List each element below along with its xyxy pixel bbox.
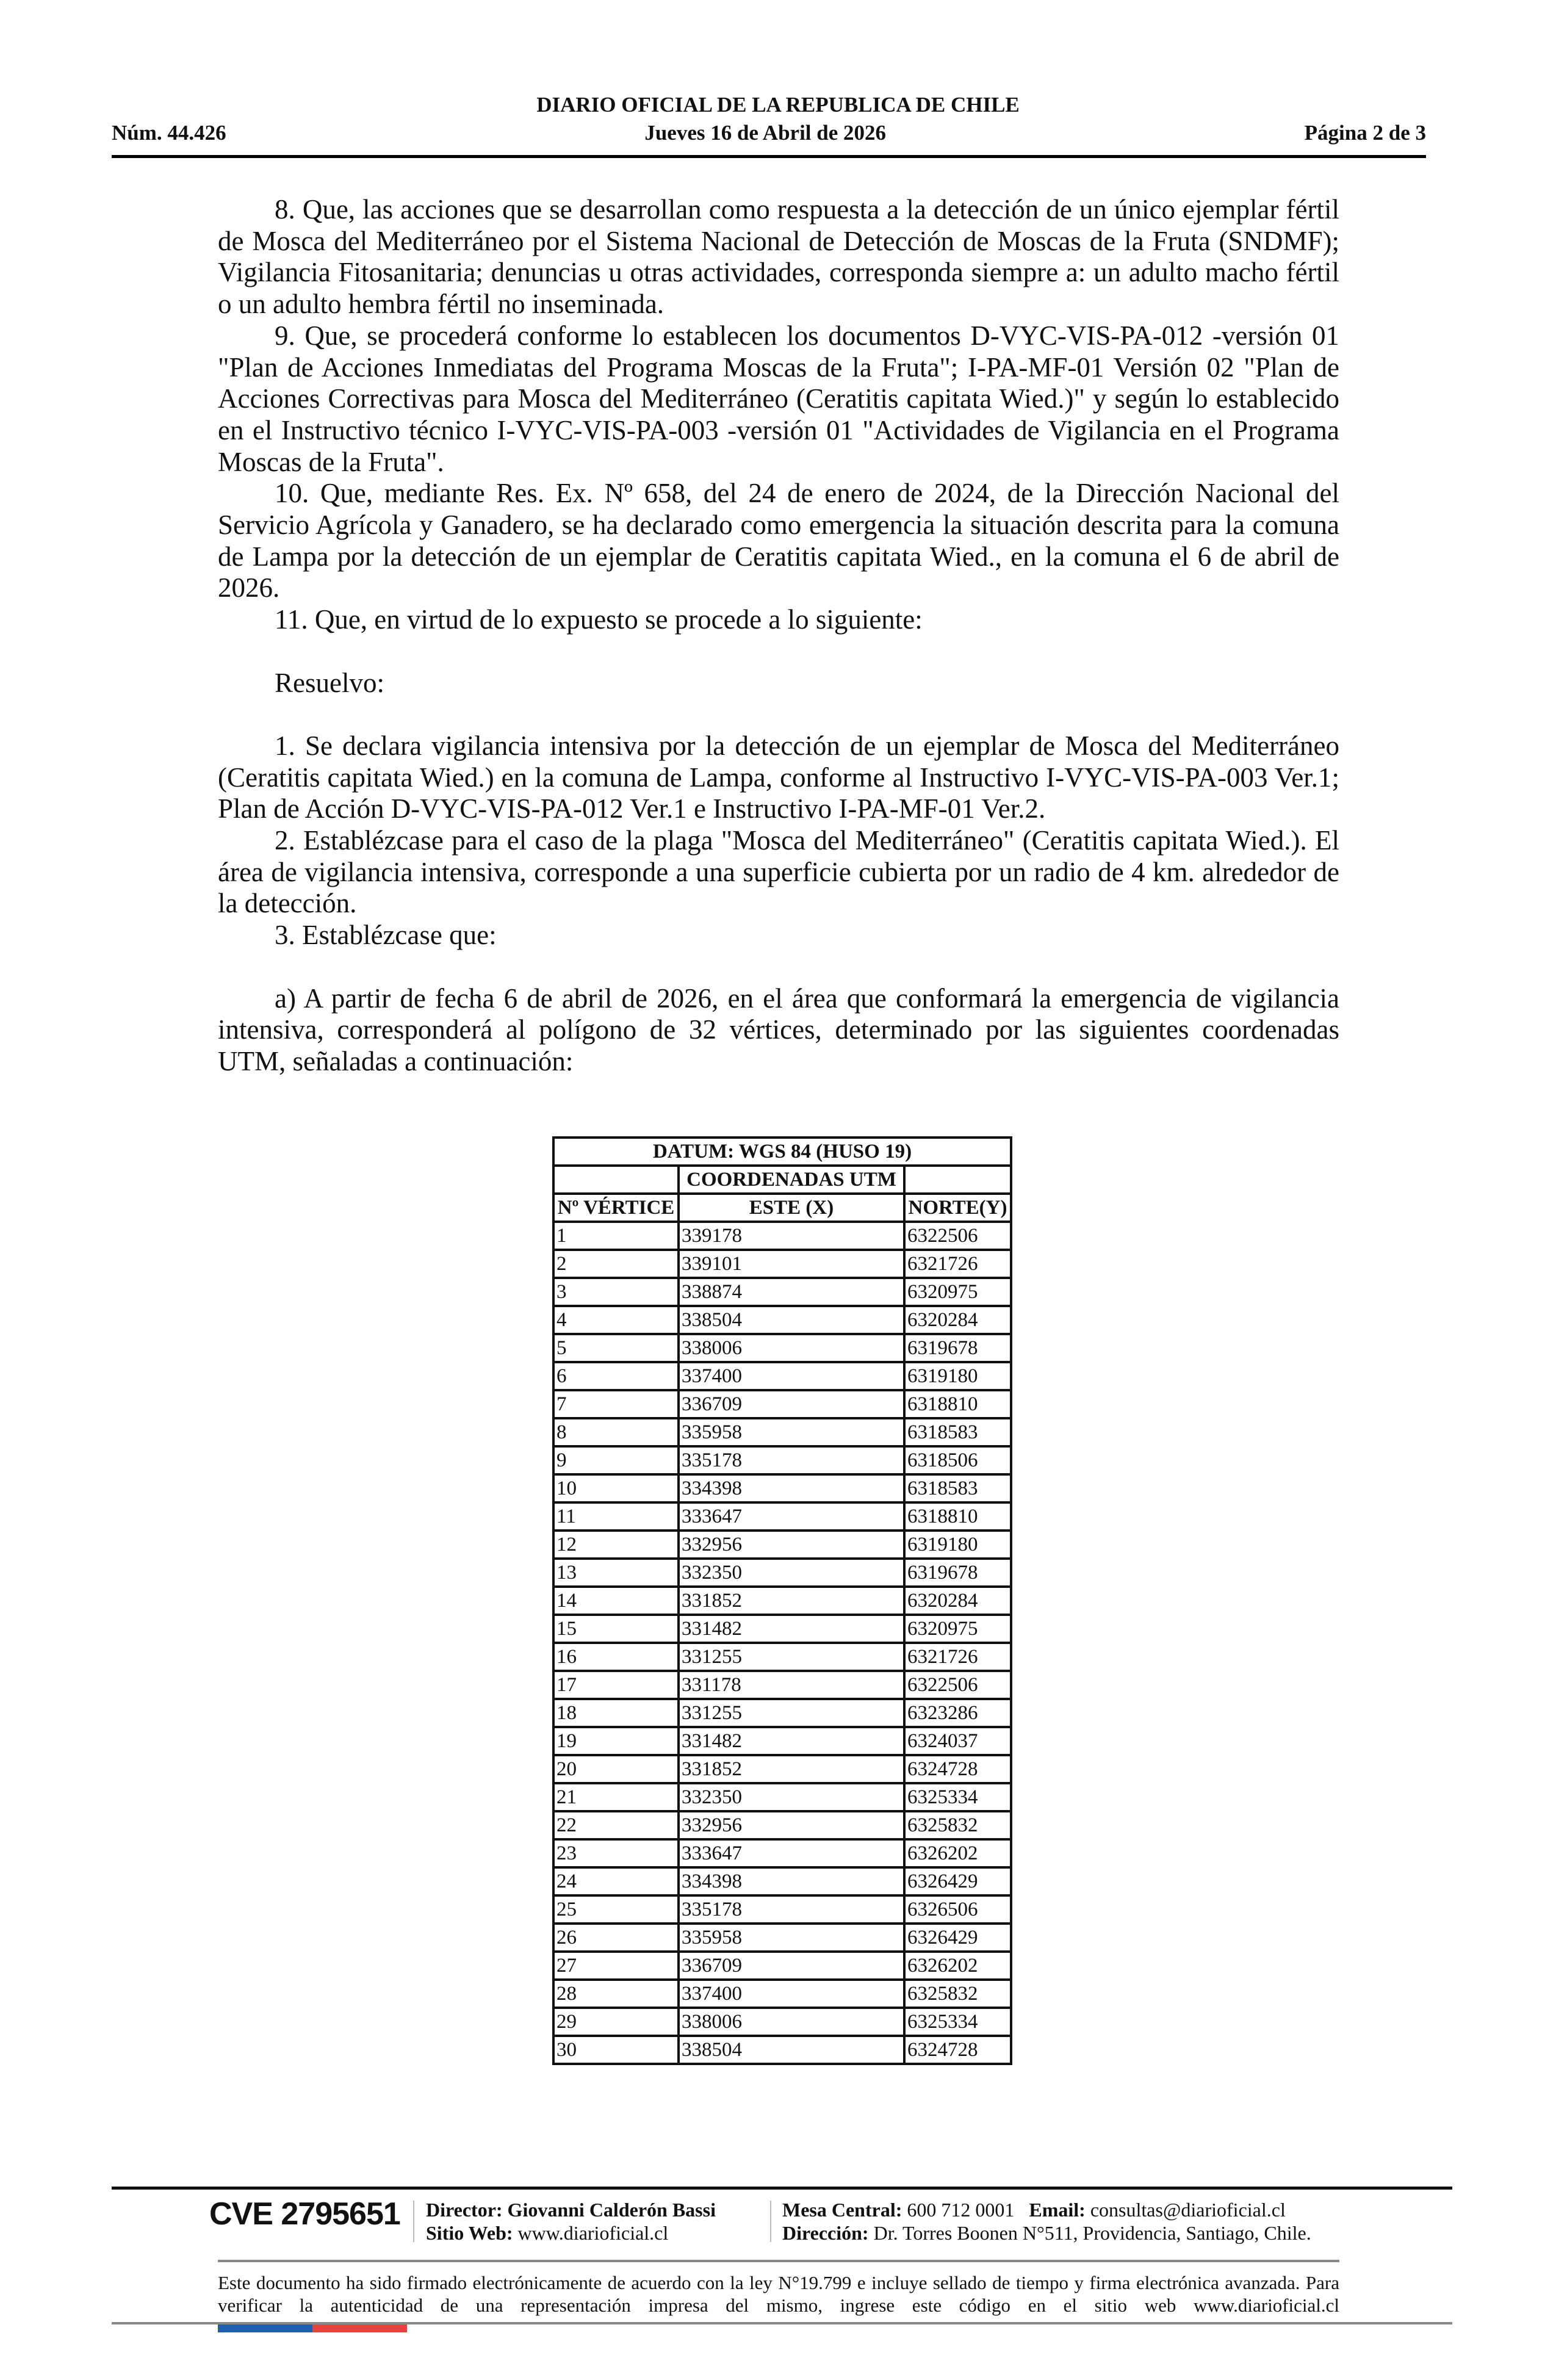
issue-number: Núm. 44.426: [112, 121, 226, 145]
vertex-cell: 26: [553, 1924, 679, 1952]
vertex-cell: 30: [553, 2036, 679, 2064]
vertex-cell: 8: [553, 1418, 679, 1446]
footer-contact-block: [782, 2198, 1311, 2245]
east-cell: 334398: [679, 1867, 904, 1895]
east-cell: 333647: [679, 1839, 904, 1867]
north-cell: 6326429: [904, 1924, 1011, 1952]
vertex-cell: 2: [553, 1250, 679, 1278]
table-row: [553, 1727, 1011, 1755]
resolution-2: 2. Establézcase para el caso de la plaga "Mosca del Mediterráneo" (Ceratitis capitata Wied.). El área de vigilancia intensiva, corresponde a una superficie cubierta por un radio de 4 km. alrededor de la detección.: [218, 825, 1339, 919]
north-cell: 6323286: [904, 1699, 1011, 1727]
north-cell: 6324728: [904, 2036, 1011, 2064]
table-row: [553, 1334, 1011, 1362]
web-label: Sitio Web:: [426, 2222, 513, 2244]
vertex-cell: 20: [553, 1755, 679, 1783]
east-cell: 332350: [679, 1559, 904, 1587]
east-cell: 339178: [679, 1222, 904, 1250]
vertex-cell: 12: [553, 1531, 679, 1559]
vertex-cell: 10: [553, 1474, 679, 1502]
table-row: [553, 1867, 1011, 1895]
table-row: [553, 1980, 1011, 2008]
coordinates-table: [552, 1136, 1012, 2065]
table-row: [553, 1924, 1011, 1952]
header-divider: [112, 155, 1426, 158]
flag-stripe-red: [312, 2324, 407, 2332]
north-cell: 6318583: [904, 1418, 1011, 1446]
header-row: [112, 121, 1426, 145]
north-cell: 6320975: [904, 1278, 1011, 1306]
north-cell: 6321726: [904, 1643, 1011, 1671]
east-cell: 336709: [679, 1390, 904, 1418]
north-cell: 6319180: [904, 1362, 1011, 1390]
vertex-cell: 5: [553, 1334, 679, 1362]
page-number: Página 2 de 3: [1304, 121, 1426, 145]
vertex-cell: 9: [553, 1446, 679, 1474]
director-label: Director:: [426, 2199, 503, 2221]
vertex-cell: 25: [553, 1895, 679, 1924]
vertex-cell: 28: [553, 1980, 679, 2008]
publication-title: DIARIO OFICIAL DE LA REPUBLICA DE CHILE: [536, 93, 1020, 117]
east-cell: 338504: [679, 2036, 904, 2064]
east-cell: 332956: [679, 1531, 904, 1559]
column-header-north: NORTE(Y): [904, 1194, 1011, 1222]
north-cell: 6326506: [904, 1895, 1011, 1924]
table-row: [553, 2036, 1011, 2064]
table-row: [553, 1783, 1011, 1811]
email-link[interactable]: consultas@diarioficial.cl: [1090, 2199, 1286, 2221]
datum-header: DATUM: WGS 84 (HUSO 19): [553, 1138, 1011, 1166]
vertex-cell: 16: [553, 1643, 679, 1671]
mesa-label: Mesa Central:: [782, 2199, 902, 2221]
vertex-cell: 18: [553, 1699, 679, 1727]
flag-stripe-blue: [218, 2324, 312, 2332]
north-cell: 6320284: [904, 1587, 1011, 1615]
north-cell: 6325832: [904, 1811, 1011, 1839]
east-cell: 331255: [679, 1699, 904, 1727]
east-cell: 334398: [679, 1474, 904, 1502]
east-cell: 331482: [679, 1615, 904, 1643]
table-row: [553, 1418, 1011, 1446]
address-label: Dirección:: [782, 2222, 869, 2244]
vertex-cell: 19: [553, 1727, 679, 1755]
vertex-cell: 7: [553, 1390, 679, 1418]
north-cell: 6319678: [904, 1559, 1011, 1587]
cve-code: CVE 2795651: [209, 2196, 400, 2232]
north-cell: 6324037: [904, 1727, 1011, 1755]
table-row: [553, 1531, 1011, 1559]
east-cell: 337400: [679, 1362, 904, 1390]
column-header-vertex: Nº VÉRTICE: [553, 1194, 679, 1222]
signature-notice: Este documento ha sido firmado electrónicamente de acuerdo con la ley N°19.799 e incluye sellado de tiempo y firma electrónica avanzada. Para verificar la autenticidad de una representación impresa del mismo, ingrese este código en el sitio web www.diarioficial.cl: [218, 2272, 1339, 2316]
east-cell: 335178: [679, 1895, 904, 1924]
issue-date: Jueves 16 de Abril de 2026: [644, 121, 887, 145]
table-row: [553, 1278, 1011, 1306]
table-row: [553, 1587, 1011, 1615]
east-cell: 338006: [679, 2008, 904, 2036]
table-row: [553, 1222, 1011, 1250]
north-cell: 6325832: [904, 1980, 1011, 2008]
north-cell: 6319180: [904, 1531, 1011, 1559]
east-cell: 333647: [679, 1502, 904, 1531]
vertex-cell: 1: [553, 1222, 679, 1250]
paragraph-11: 11. Que, en virtud de lo expuesto se procede a lo siguiente:: [275, 604, 923, 635]
resolution-1: 1. Se declara vigilancia intensiva por la detección de un ejemplar de Mosca del Mediterráneo (Ceratitis capitata Wied.) en la comuna de Lampa, conforme al Instructivo I-VYC-VIS-PA-003 Ver.1; Plan de Acción D-VYC-VIS-PA-012 Ver.1 e Instructivo I-PA-MF-01 Ver.2.: [218, 730, 1339, 824]
paragraph-8: 8. Que, las acciones que se desarrollan como respuesta a la detección de un único ejemplar fértil de Mosca del Mediterráneo por el Sistema Nacional de Detección de Moscas de la Fruta (SNDMF); Vigilancia Fitosanitaria; denuncias u otras actividades, corresponda siempre a: un adulto macho fértil o un adulto hembra fértil no inseminada.: [218, 194, 1339, 320]
north-cell: 6320284: [904, 1306, 1011, 1334]
vertex-cell: 23: [553, 1839, 679, 1867]
east-cell: 335958: [679, 1418, 904, 1446]
table-row: [553, 1362, 1011, 1390]
table-row: [553, 1390, 1011, 1418]
vertex-cell: 13: [553, 1559, 679, 1587]
east-cell: 339101: [679, 1250, 904, 1278]
paragraph-9: 9. Que, se procederá conforme lo establecen los documentos D-VYC-VIS-PA-012 -versión 01 "Plan de Acciones Inmediatas del Programa Moscas de la Fruta"; I-PA-MF-01 Versión 02 "Plan de Acciones Correctivas para Mosca del Mediterráneo (Ceratitis capitata Wied.)" y según lo establecido en el Instructivo técnico I-VYC-VIS-PA-003 -versión 01 "Actividades de Vigilancia en el Programa Moscas de la Fruta".: [218, 320, 1339, 477]
vertex-cell: 27: [553, 1952, 679, 1980]
east-cell: 331852: [679, 1587, 904, 1615]
east-cell: 336709: [679, 1952, 904, 1980]
column-header-east: ESTE (X): [679, 1194, 904, 1222]
table-row: [553, 1446, 1011, 1474]
east-cell: 335178: [679, 1446, 904, 1474]
table-row: [553, 1952, 1011, 1980]
address: Dr. Torres Boonen N°511, Providencia, Santiago, Chile.: [873, 2222, 1311, 2244]
vertex-cell: 21: [553, 1783, 679, 1811]
table-row: [553, 1839, 1011, 1867]
phone-number: 600 712 0001: [907, 2199, 1015, 2221]
vertex-cell: 17: [553, 1671, 679, 1699]
east-cell: 338874: [679, 1278, 904, 1306]
director-name: Giovanni Calderón Bassi: [507, 2199, 716, 2221]
utm-group-header: COORDENADAS UTM: [679, 1166, 904, 1194]
vertex-cell: 24: [553, 1867, 679, 1895]
east-cell: 331852: [679, 1755, 904, 1783]
east-cell: 332956: [679, 1811, 904, 1839]
east-cell: 335958: [679, 1924, 904, 1952]
footer-separator: [413, 2201, 414, 2242]
vertex-cell: 6: [553, 1362, 679, 1390]
east-cell: 337400: [679, 1980, 904, 2008]
north-cell: 6319678: [904, 1334, 1011, 1362]
vertex-cell: 3: [553, 1278, 679, 1306]
table-row: [553, 1250, 1011, 1278]
east-cell: 331178: [679, 1671, 904, 1699]
vertex-cell: 4: [553, 1306, 679, 1334]
table-row: [553, 1502, 1011, 1531]
east-cell: 331255: [679, 1643, 904, 1671]
north-cell: 6326202: [904, 1952, 1011, 1980]
east-cell: 332350: [679, 1783, 904, 1811]
table-row: [553, 1895, 1011, 1924]
table-row: [553, 1559, 1011, 1587]
footer-separator: [770, 2201, 771, 2242]
north-cell: 6326429: [904, 1867, 1011, 1895]
north-cell: 6318810: [904, 1502, 1011, 1531]
table-row: [553, 1306, 1011, 1334]
paragraph-10: 10. Que, mediante Res. Ex. Nº 658, del 24 de enero de 2024, de la Dirección Nacional del Servicio Agrícola y Ganadero, se ha declarado como emergencia la situación descrita para la comuna de Lampa por la detección de un ejemplar de Ceratitis capitata Wied., en la comuna el 6 de abril de 2026.: [218, 478, 1339, 604]
north-cell: 6318506: [904, 1446, 1011, 1474]
north-cell: 6322506: [904, 1222, 1011, 1250]
footer-director-block: [426, 2198, 716, 2245]
document-body: [218, 194, 1339, 1078]
north-cell: 6325334: [904, 1783, 1011, 1811]
north-cell: 6321726: [904, 1250, 1011, 1278]
resuelvo-heading: Resuelvo:: [275, 667, 384, 698]
footer-inner-divider: [218, 2260, 1339, 2262]
table-row: [553, 1643, 1011, 1671]
vertex-cell: 22: [553, 1811, 679, 1839]
table-row: [553, 1474, 1011, 1502]
north-cell: 6325334: [904, 2008, 1011, 2036]
resolution-3a: a) A partir de fecha 6 de abril de 2026, en el área que conformará la emergencia de vigilancia intensiva, corresponderá al polígono de 32 vértices, determinado por las siguientes coordenadas UTM, señaladas a continuación:: [218, 983, 1339, 1076]
table-row: [553, 1755, 1011, 1783]
north-cell: 6318810: [904, 1390, 1011, 1418]
vertex-cell: 15: [553, 1615, 679, 1643]
north-cell: 6318583: [904, 1474, 1011, 1502]
table-row: [553, 1615, 1011, 1643]
east-cell: 338504: [679, 1306, 904, 1334]
north-cell: 6320975: [904, 1615, 1011, 1643]
east-cell: 338006: [679, 1334, 904, 1362]
resolution-3: 3. Establézcase que:: [275, 920, 497, 951]
table-row: [553, 1699, 1011, 1727]
north-cell: 6324728: [904, 1755, 1011, 1783]
table-row: [553, 2008, 1011, 2036]
footer-divider: [112, 2187, 1452, 2190]
north-cell: 6322506: [904, 1671, 1011, 1699]
north-cell: 6326202: [904, 1839, 1011, 1867]
website-link[interactable]: www.diarioficial.cl: [517, 2222, 669, 2244]
vertex-cell: 14: [553, 1587, 679, 1615]
vertex-cell: 11: [553, 1502, 679, 1531]
table-row: [553, 1671, 1011, 1699]
east-cell: 331482: [679, 1727, 904, 1755]
table-row: [553, 1811, 1011, 1839]
vertex-cell: 29: [553, 2008, 679, 2036]
email-label: Email:: [1029, 2199, 1086, 2221]
